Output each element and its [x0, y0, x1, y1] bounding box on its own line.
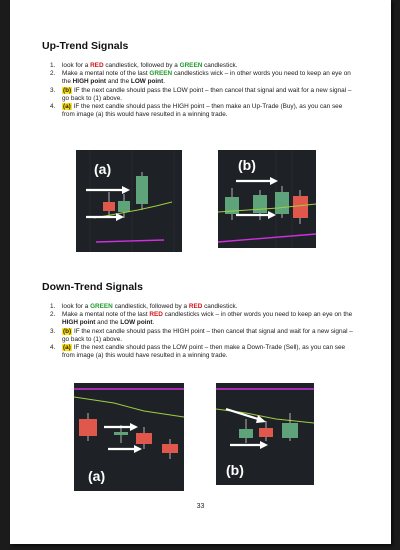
list-item-text: and the [95, 319, 121, 327]
list-item [50, 62, 355, 70]
uptrend-list [50, 62, 355, 119]
list-item-text: LOW point [130, 78, 164, 86]
list-item-text: (a) [63, 103, 71, 111]
list-item-text: RED [90, 62, 104, 69]
list-item-number: 4. [50, 103, 56, 111]
list-item-number: 2. [50, 311, 56, 319]
uptrend-chart-b [218, 150, 316, 248]
list-item-text: IF the next candle should pass the LOW point – then make a Down-Trade (Sell), as you can see from image (a) this would have resulted in a winning trade. [62, 344, 346, 360]
list-item-text: IF the next candle should pass the LOW point – then cancel that signal and wait for a new signal – go back to (1) above. [62, 86, 352, 102]
list-item-text: candlesticks wick – in other words you need to keep an eye on the [162, 311, 353, 319]
list-item-number: 2. [50, 70, 56, 78]
page-number: 33 [196, 503, 205, 510]
list-item-text: (a) [63, 344, 71, 352]
list-item-text: candlestick. [202, 62, 238, 69]
list-item [50, 303, 355, 311]
list-item-number: 1. [50, 62, 56, 69]
uptrend-chart-a-label: (a) [94, 161, 112, 177]
list-item-text: and the [106, 78, 131, 86]
downtrend-chart-a-label: (a) [88, 468, 106, 484]
downtrend-chart-b-label: (b) [226, 462, 244, 478]
list-item-text: look for a [62, 303, 91, 310]
list-item-text: RED [149, 311, 163, 319]
list-item-text: candlestick, followed by a [103, 62, 180, 69]
list-item [50, 70, 355, 86]
list-item-text: (b) [63, 327, 72, 335]
list-item-number: 3. [50, 86, 56, 94]
list-item-text: (b) [63, 86, 72, 94]
list-item-text: GREEN [179, 62, 203, 69]
list-item [50, 87, 355, 103]
list-item-text: . [152, 319, 155, 327]
list-item-text: Make a mental note of the last [62, 311, 150, 319]
list-item-number: 3. [50, 327, 56, 335]
downtrend-list [50, 303, 355, 360]
list-item [50, 103, 355, 119]
list-item [50, 311, 355, 327]
list-item-text: GREEN [90, 303, 113, 310]
list-item-text: Make a mental note of the last [62, 70, 150, 78]
list-item-text: candlestick, followed by a [112, 303, 189, 310]
uptrend-chart-a [76, 150, 182, 252]
list-item-text: candlestick. [202, 303, 238, 310]
list-item [50, 344, 355, 360]
list-item [50, 328, 355, 344]
downtrend-chart-b [216, 383, 314, 485]
list-item-number: 1. [50, 303, 56, 310]
list-item-text: GREEN [149, 70, 173, 78]
list-item-text: LOW point [120, 319, 153, 327]
list-item-text: IF the next candle should pass the HIGH point – then make an Up-Trade (Buy), as you can see from image (a) this would have resulted in a winning trade. [62, 103, 343, 119]
list-item-text: candlesticks wick – in other words you need to keep an eye on the [62, 70, 351, 86]
document-page [10, 0, 391, 544]
list-item-number: 4. [50, 344, 56, 352]
list-item-text: IF the next candle should pass the HIGH point – then cancel that signal and wait for a new signal – go back to (1) above. [62, 327, 353, 343]
list-item-text: HIGH point [72, 78, 107, 86]
downtrend-heading: Down-Trend Signals [42, 281, 143, 293]
list-item-text: . [163, 78, 165, 86]
list-item-text: HIGH point [62, 319, 96, 327]
downtrend-chart-a [74, 383, 184, 491]
list-item-text: look for a [62, 62, 91, 69]
uptrend-chart-b-label: (b) [238, 157, 256, 173]
uptrend-heading: Up-Trend Signals [42, 40, 129, 52]
list-item-text: RED [188, 303, 203, 310]
